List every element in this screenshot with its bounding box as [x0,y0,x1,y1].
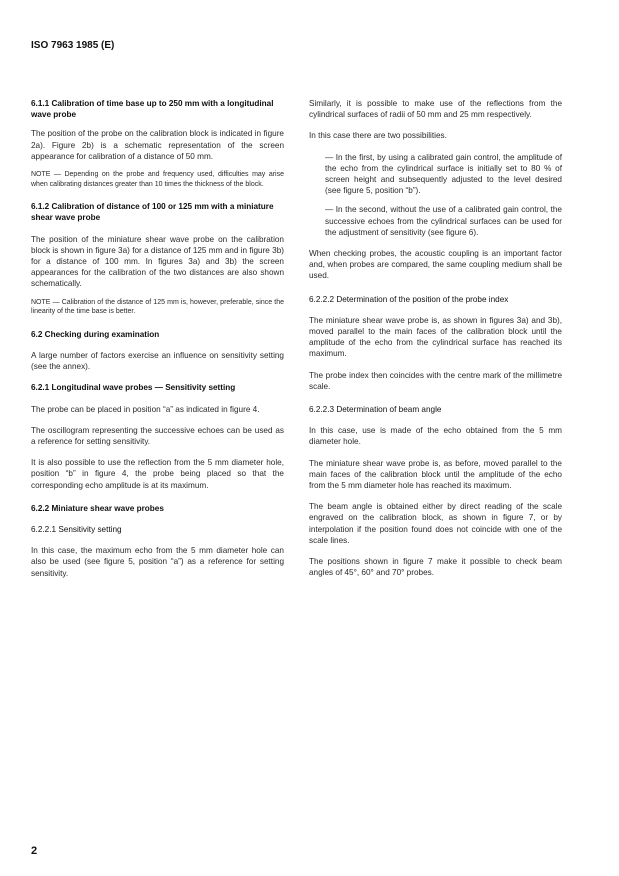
paragraph: The miniature shear wave probe is, as shown in figures 3a) and 3b), moved parallel to the main faces of the calibration block until the amplitude of the echo from the cylindrical surface has reached its maximum. [309,315,562,359]
heading-6-2-2: 6.2.2 Miniature shear wave probes [31,503,164,513]
paragraph: The beam angle is obtained either by direct reading of the scale engraved on the calibration block, as shown in figure 7, or by interpolation if the position found does not coincide with one of the scale lines. [309,502,562,545]
paragraph: In this case, the maximum echo from the 5 mm diameter hole can also be used (see figure 5, position “a”) as a reference for setting sensitivity. [31,546,284,578]
heading-6-2-2-1: 6.2.2.1 Sensitivity setting [31,525,122,535]
heading-6-2: 6.2 Checking during examination [31,329,160,339]
heading-6-1-2: 6.1.2 Calibration of distance of 100 or 125 mm with a miniature shear wave probe [31,202,274,223]
paragraph: The position of the miniature shear wave probe on the calibration block is shown in figure 3a) for a distance of 125 mm and in figure 3b) for a distance of 100 mm. In figures 3a) and 3b) the screen appearances for the calibration of the two distances are also shown schematically. [31,234,284,289]
note: NOTE — Calibration of the distance of 125 mm is, however, preferable, since the linearity of the time base is better. [31,298,284,316]
document-header: ISO 7963 1985 (E) [31,40,115,51]
list-item: — In the second, without the use of a calibrated gain control, the successive echoes from the cylindrical surfaces can be used for the adjustment of sensitivity (see figure 6). [325,205,562,237]
heading-6-2-2-3: 6.2.2.3 Determination of beam angle [309,405,442,415]
paragraph: In this case, use is made of the echo obtained from the 5 mm diameter hole. [309,426,562,447]
heading-6-2-1: 6.2.1 Longitudinal wave probes — Sensitivity setting [31,383,236,393]
paragraph: A large number of factors exercise an influence on sensitivity setting (see the annex). [31,351,284,372]
paragraph: The position of the probe on the calibration block is indicated in figure 2a). Figure 2b) is a schematic representation of the screen appearance for calibration of a distance of 50 mm. [31,129,284,161]
page-number: 2 [31,845,38,857]
left-column [31,98,284,579]
note: NOTE — Depending on the probe and frequency used, difficulties may arise when calibrating distances greater than 10 times the thickness of the block. [31,171,284,188]
list-item: — In the first, by using a calibrated gain control, the amplitude of the echo from the cylindrical surface is initially set to 80 % of screen height and subsequently adjusted to the level desired (see figure 5, position “b”). [325,152,562,196]
paragraph: In this case there are two possibilities. [309,131,447,141]
heading-6-2-2-2: 6.2.2.2 Determination of the position of the probe index [309,294,509,304]
paragraph: Similarly, it is possible to make use of the reflections from the cylindrical surfaces of radii of 50 mm and 25 mm respectively. [309,99,562,120]
paragraph: The miniature shear wave probe is, as before, moved parallel to the main faces of the calibration block until the amplitude of the echo from the 5 mm diameter hole has reached its maximum. [309,458,562,491]
paragraph: When checking probes, the acoustic coupling is an important factor and, when probes are compared, the same coupling medium shall be used. [309,249,562,281]
right-column [309,98,562,579]
paragraph: The positions shown in figure 7 make it possible to check beam angles of 45°, 60° and 70° probes. [309,557,562,578]
paragraph: It is also possible to use the reflection from the 5 mm diameter hole, position “b” in figure 4, the probe being placed so that the corresponding echo amplitude is at its maximum. [31,458,284,490]
paragraph: The probe index then coincides with the centre mark of the millimetre scale. [309,370,562,391]
paragraph: The oscillogram representing the successive echoes can be used as a reference for setting sensitivity. [31,425,284,447]
heading-6-1-1: 6.1.1 Calibration of time base up to 250 mm with a longitudinal wave probe [31,99,274,120]
paragraph: The probe can be placed in position “a” as indicated in figure 4. [31,404,260,414]
